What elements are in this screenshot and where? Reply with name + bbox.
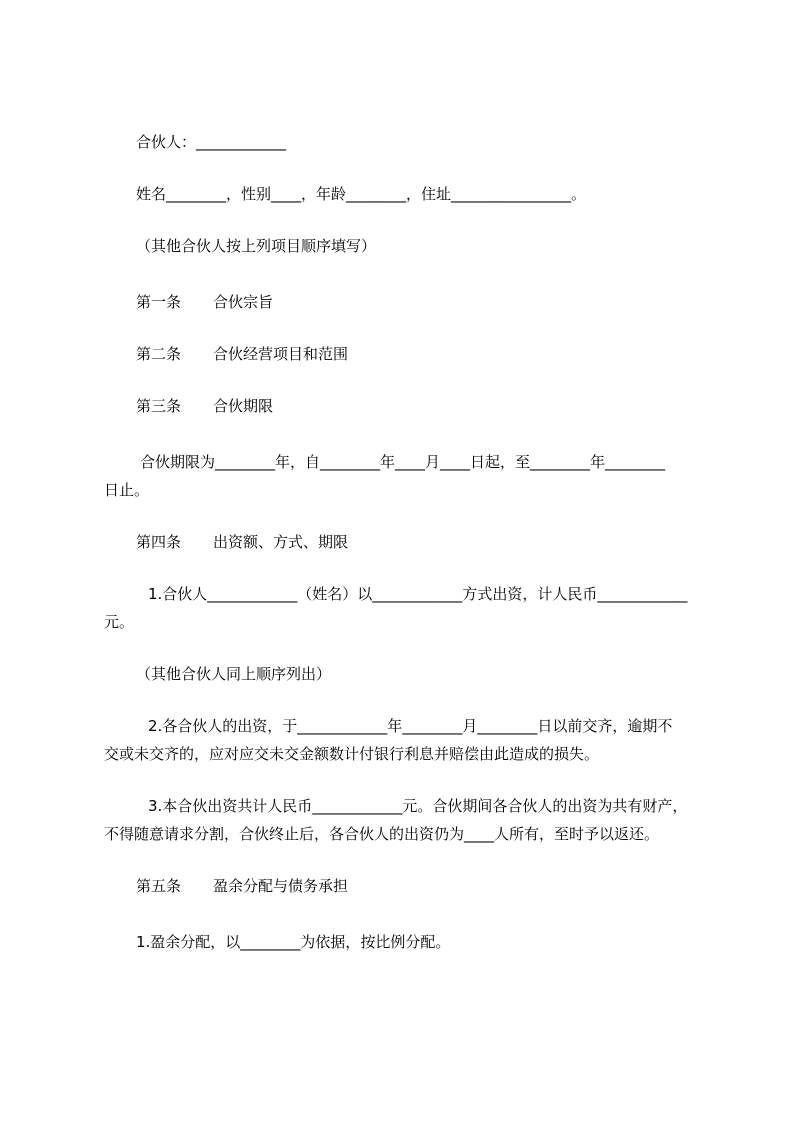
article-4-item-2-line-1: 2.各合伙人的出资，于____________年________月________日以前交齐，逾期不	[148, 717, 673, 735]
partner-line: 合伙人：____________	[136, 133, 287, 151]
article-2-title: 合伙经营项目和范围	[213, 345, 349, 363]
article-4-item-3-line-2: 不得随意请求分割，合伙终止后，各合伙人的出资仍为____人所有，至时予以返还。	[104, 825, 660, 843]
article-3-number: 第三条	[136, 397, 182, 415]
article-3-title: 合伙期限	[213, 397, 274, 415]
article-1-number: 第一条	[136, 293, 182, 311]
article-5-heading	[136, 876, 348, 896]
article-2-number: 第二条	[136, 345, 182, 363]
partner-info-line: 姓名________，性别____，年龄________，住址________________。	[136, 185, 587, 203]
article-3-body-line-1: 合伙期限为________年，自________年____月____日起，至________年________	[140, 453, 666, 471]
fill-note: （其他合伙人按上列项目顺序填写）	[136, 237, 377, 255]
article-4-item-1-line-2: 元。	[104, 613, 135, 631]
article-4-item-3-line-1: 3.本合伙出资共计人民币____________元。合伙期间各合伙人的出资为共有财产，	[148, 797, 688, 815]
article-5-item-1: 1.盈余分配，以________为依据，按比例分配。	[136, 933, 451, 951]
article-3-body-line-2: 日止。	[104, 481, 150, 499]
article-4-item-2-line-2: 交或未交齐的，应对应交未交金额数计付银行利息并赔偿由此造成的损失。	[104, 745, 600, 763]
article-4-heading	[136, 532, 348, 552]
article-4-title: 出资额、方式、期限	[213, 533, 349, 551]
article-3-heading	[136, 396, 273, 416]
article-4-note: （其他合伙人同上顺序列出）	[136, 665, 332, 683]
article-4-item-1-line-1: 1.合伙人____________（姓名）以____________方式出资，计人民币____________	[148, 585, 688, 603]
article-1-title: 合伙宗旨	[213, 293, 274, 311]
article-2-heading	[136, 344, 348, 364]
article-5-title: 盈余分配与债务承担	[213, 877, 349, 895]
article-4-number: 第四条	[136, 533, 182, 551]
article-5-number: 第五条	[136, 877, 182, 895]
article-1-heading	[136, 292, 273, 312]
